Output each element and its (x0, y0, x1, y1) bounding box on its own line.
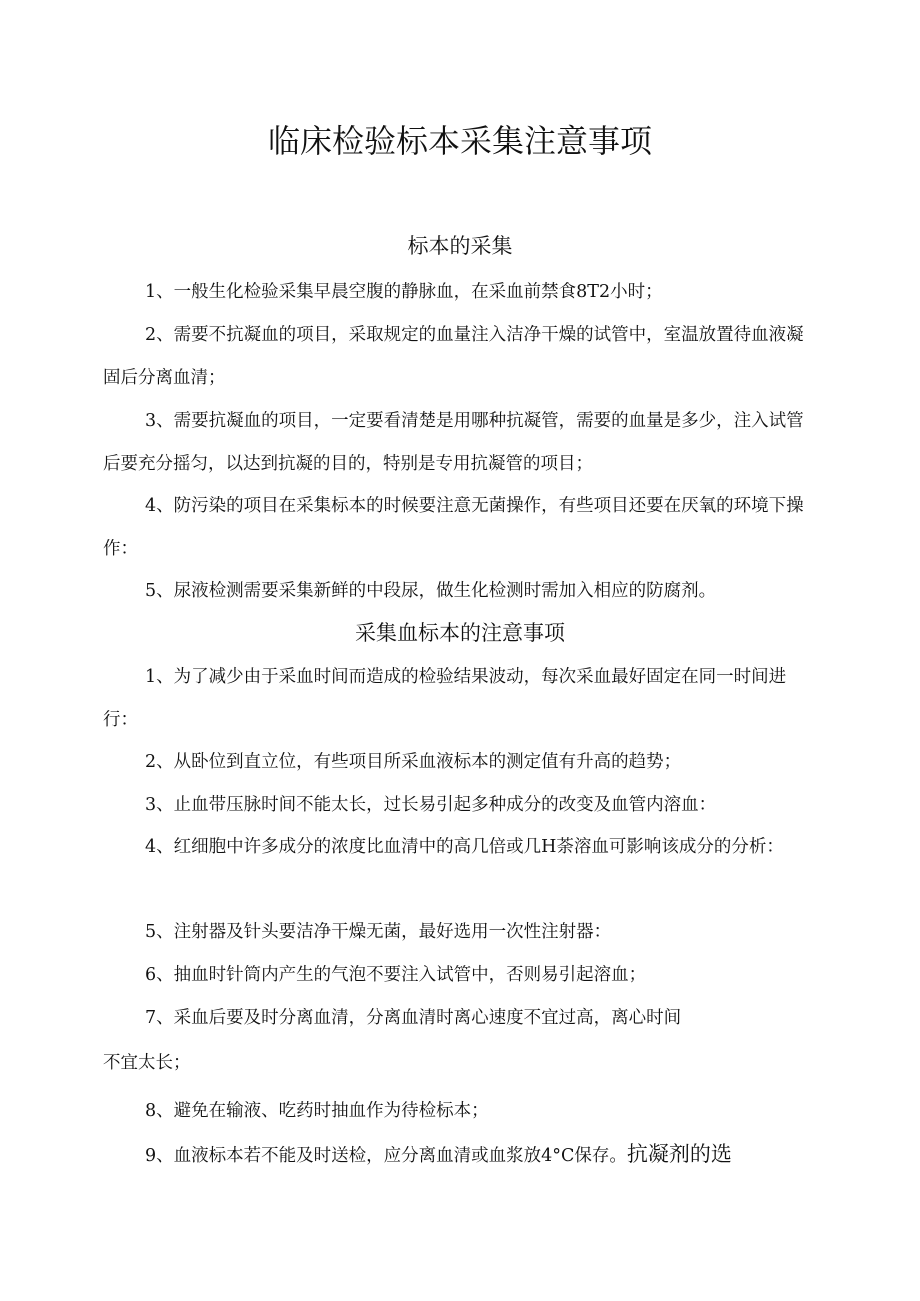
next-section-heading-fragment: 抗凝剂的选 (626, 1142, 732, 1166)
section-heading-blood-collection-notes: 采集血标本的注意事项 (355, 621, 565, 645)
list-item: 4、防污染的项目在采集标本的时候要注意无菌操作，有些项目还要在厌氧的环境下操作： (103, 496, 804, 559)
section-heading-specimen-collection: 标本的采集 (407, 234, 513, 258)
document-title: 临床检验标本采集注意事项 (267, 122, 652, 160)
list-item: 8、避免在输液、吃药时抽血作为待检标本； (145, 1101, 489, 1121)
list-item: 2、从卧位到直立位，有些项目所采血液标本的测定值有升高的趋势； (145, 752, 682, 772)
list-item: 2、需要不抗凝血的项目，采取规定的血量注入洁净干燥的试管中，室温放置待血液凝固后分离血清； (103, 325, 804, 388)
list-item-text: 9、血液标本若不能及时送检，应分离血清或血浆放4°C保存。 (145, 1146, 627, 1166)
list-item: 7、采血后要及时分离血清，分离血清时离心速度不宜过高，离心时间 (145, 1008, 682, 1028)
list-item: 6、抽血时针筒内产生的气泡不要注入试管中，否则易引起溶血； (145, 965, 647, 985)
list-item: 5、注射器及针头要洁净干燥无菌，最好选用一次性注射器： (145, 922, 612, 942)
list-item: 5、尿液检测需要采集新鲜的中段尿，做生化检测时需加入相应的防腐剂。 (145, 581, 717, 601)
list-item-continuation: 不宜太长； (103, 1053, 191, 1073)
list-item: 4、红细胞中许多成分的浓度比血清中的高几倍或几H荼溶血可影响该成分的分析： (145, 837, 784, 857)
list-item: 3、需要抗凝血的项目，一定要看清楚是用哪种抗凝管，需要的血量是多少，注入试管后要充分摇匀，以达到抗凝的目的，特别是专用抗凝管的项目； (103, 411, 804, 474)
list-item: 1、一般生化检验采集早晨空腹的静脉血，在采血前禁食8T2小时； (145, 282, 663, 302)
list-item (103, 1133, 818, 1178)
list-item: 3、止血带压脉时间不能太长，过长易引起多种成分的改变及血管内溶血： (145, 795, 717, 815)
list-item: 1、为了减少由于采血时间而造成的检验结果波动，每次采血最好固定在同一时间进行： (103, 667, 787, 730)
